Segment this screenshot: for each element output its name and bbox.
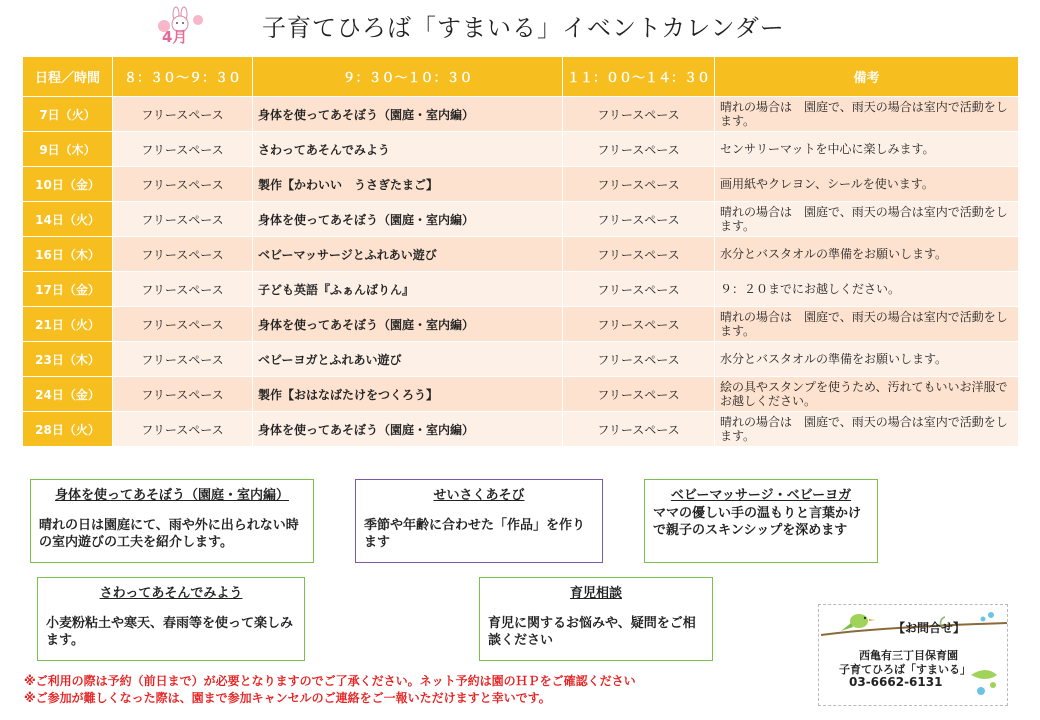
row-date: 23日（木） [23,342,113,377]
row-slot3: フリースペース [563,272,715,307]
row-date: 16日（木） [23,237,113,272]
row-date: 17日（金） [23,272,113,307]
header-notes: 備考 [715,57,1019,97]
info-box-body: 小麦粉粘土や寒天、春雨等を使って楽しみます。 [46,616,294,648]
page-title: 子育てひろば「すまいる」イベントカレンダー [262,14,785,42]
logo-month-text: 4月 [162,28,188,46]
warning-reservation: ※ご利用の際は予約（前日まで）が必要となりますのでご了承ください。ネット予約は園のＨＰをご確認ください [24,674,636,688]
row-date: 28日（火） [23,412,113,447]
info-box-body: 育児に関するお悩みや、疑問をご相談ください [488,616,696,648]
table-row [23,307,1019,342]
row-activity: 身体を使ってあそぼう（園庭・室内編） [253,97,563,132]
table-row [23,132,1019,167]
row-slot3: フリースペース [563,167,715,202]
row-slot1: フリースペース [113,237,253,272]
contact-title: 【お問合せ】 [893,621,966,635]
warning-cancellation: ※ご参加が難しくなった際は、園まで参加キャンセルのご連絡をご一報いただけますと幸いです。 [24,691,551,705]
contact-card [818,604,1008,706]
row-activity: 身体を使ってあそぼう（園庭・室内編） [253,202,563,237]
info-box-title: せいさくあそび [433,488,525,503]
info-box-title: 育児相談 [569,586,622,601]
info-box-body: 季節や年齢に合わせた「作品」を作ります [364,518,586,550]
info-box-body-play [30,479,314,563]
info-box-title: さわってあそんでみよう [99,586,243,601]
row-slot1: フリースペース [113,377,253,412]
row-slot1: フリースペース [113,272,253,307]
row-activity: ベビーヨガとふれあい遊び [253,342,563,377]
header-slot2: ９：３０～１０：３０ [253,57,563,97]
row-date: 24日（金） [23,377,113,412]
row-note: 水分とバスタオルの準備をお願いします。 [715,342,1019,377]
table-row [23,202,1019,237]
row-activity: 製作【かわいい うさぎたまご】 [253,167,563,202]
row-activity: 身体を使ってあそぼう（園庭・室内編） [253,412,563,447]
row-activity: 子ども英語『ふぁんばりん』 [253,272,563,307]
row-note: 絵の具やスタンプを使うため、汚れてもいいお洋服でお越しください。 [715,377,1019,412]
info-box-title: 身体を使ってあそぼう（園庭・室内編） [54,488,289,503]
row-note: 画用紙やクレヨン、シールを使います。 [715,167,1019,202]
table-row [23,377,1019,412]
row-slot1: フリースペース [113,202,253,237]
header-date: 日程／時間 [23,57,113,97]
row-slot3: フリースペース [563,202,715,237]
row-slot3: フリースペース [563,377,715,412]
contact-phone[interactable]: 03-6662-6131 [849,675,943,689]
table-row [23,412,1019,447]
table-row [23,237,1019,272]
row-slot1: フリースペース [113,97,253,132]
row-slot3: フリースペース [563,342,715,377]
row-slot3: フリースペース [563,132,715,167]
row-note: 晴れの場合は 園庭で、雨天の場合は室内で活動をします。 [715,202,1019,237]
row-note: 晴れの場合は 園庭で、雨天の場合は室内で活動をします。 [715,97,1019,132]
table-row [23,167,1019,202]
row-slot3: フリースペース [563,97,715,132]
row-date: 7日（火） [23,97,113,132]
row-date: 14日（火） [23,202,113,237]
row-date: 21日（火） [23,307,113,342]
row-slot1: フリースペース [113,167,253,202]
contact-program-name: 子育てひろば「すまいる」 [839,663,971,676]
row-slot1: フリースペース [113,132,253,167]
info-box-body: ママの優しい手の温もりと言葉かけで親子のスキンシップを深めます [653,506,862,538]
row-note: 水分とバスタオルの準備をお願いします。 [715,237,1019,272]
row-slot1: フリースペース [113,412,253,447]
info-box-crafts [355,479,603,563]
contact-nursery-name: 西亀有三丁目保育園 [859,649,958,662]
table-header-row [23,57,1019,97]
info-box-body: 晴れの日は園庭にて、雨や外に出られない時の室内遊びの工夫を紹介します。 [39,518,299,550]
table-row [23,97,1019,132]
row-slot3: フリースペース [563,412,715,447]
header-slot3: １１：００～１４：３０ [563,57,715,97]
row-slot1: フリースペース [113,342,253,377]
info-box-baby-massage [644,479,878,563]
row-date: 9日（木） [23,132,113,167]
row-note: 晴れの場合は 園庭で、雨天の場合は室内で活動をします。 [715,307,1019,342]
row-date: 10日（金） [23,167,113,202]
table-row [23,272,1019,307]
bunny-logo [156,6,206,46]
info-box-consultation [479,577,713,661]
info-box-title: ベビーマッサージ・ベビーヨガ [670,488,852,503]
row-note: 晴れの場合は 園庭で、雨天の場合は室内で活動をします。 [715,412,1019,447]
row-activity: さわってあそんでみよう [253,132,563,167]
row-slot3: フリースペース [563,307,715,342]
row-activity: 製作【おはなばたけをつくろう】 [253,377,563,412]
info-box-sensory [37,577,305,661]
row-activity: 身体を使ってあそぼう（園庭・室内編） [253,307,563,342]
header-slot1: ８：３０～９：３０ [113,57,253,97]
event-calendar-table [22,56,1019,447]
row-note: ９：２０までにお越しください。 [715,272,1019,307]
table-row [23,342,1019,377]
row-note: センサリーマットを中心に楽しみます。 [715,132,1019,167]
row-slot1: フリースペース [113,307,253,342]
row-activity: ベビーマッサージとふれあい遊び [253,237,563,272]
row-slot3: フリースペース [563,237,715,272]
